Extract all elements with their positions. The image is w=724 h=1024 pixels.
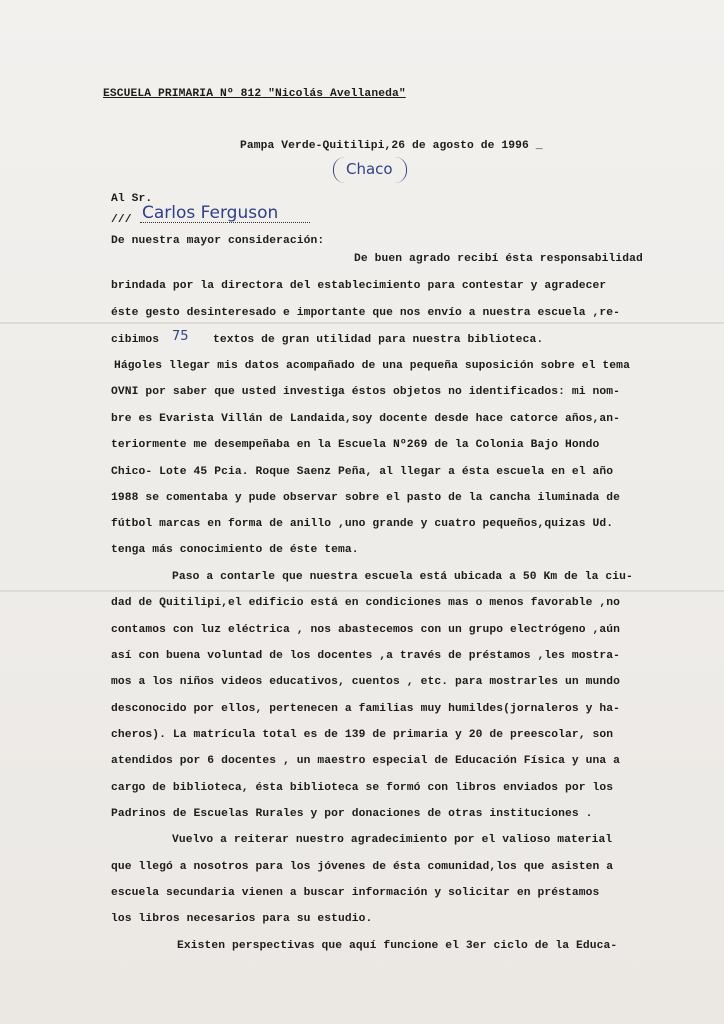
body-line: éste gesto desinteresado e importante que nos envío a nuestra escuela ,re- [111, 307, 621, 319]
body-line: OVNI por saber que usted investiga éstos objetos no identificados: mi nom- [111, 386, 621, 398]
school-name: "Nicolás Avellaneda" [268, 88, 406, 100]
handwritten-count: 75 [172, 329, 189, 344]
body-line-prefix: cibimos [111, 334, 160, 346]
addressee-title: Al Sr. [111, 193, 153, 205]
body-line: Hágoles llegar mis datos acompañado de una pequeña suposición sobre el tema [114, 360, 630, 372]
body-line: dad de Quitilipi,el edificio está en condiciones mas o menos favorable ,no [111, 597, 621, 609]
body-line: contamos con luz eléctrica , nos abastecemos con un grupo electrógeno ,aún [111, 624, 621, 636]
paper-fold [0, 322, 724, 324]
body-line: fútbol marcas en forma de anillo ,uno grande y cuatro pequeños,quizas Ud. [111, 518, 614, 530]
salutation: De nuestra mayor consideración: [111, 235, 325, 247]
body-line: tenga más conocimiento de éste tema. [111, 544, 359, 556]
body-line: De buen agrado recibí ésta responsabilidad [354, 253, 643, 265]
addressee-prefix: /// [111, 214, 132, 226]
body-line: que llegó a nosotros para los jóvenes de ésta comunidad,los que asisten a [111, 861, 614, 873]
body-line: Vuelvo a reiterar nuestro agradecimiento por el valioso material [172, 834, 613, 846]
body-line: teriormente me desempeñaba en la Escuela Nº269 de la Colonia Bajo Hondo [111, 439, 600, 451]
school-number: ESCUELA PRIMARIA Nº 812 [103, 88, 262, 100]
body-line: cheros). La matrícula total es de 139 de primaria y 20 de preescolar, son [111, 729, 614, 741]
body-line: cargo de biblioteca, ésta biblioteca se formó con libros enviados por los [111, 782, 614, 794]
date-line: Pampa Verde-Quitilipi,26 de agosto de 1996 _ [240, 140, 543, 152]
body-line: Padrinos de Escuelas Rurales y por donaciones de otras instituciones . [111, 808, 593, 820]
handwritten-province: Chaco [346, 160, 393, 178]
body-line: desconocido por ellos, pertenecen a familias muy humildes(jornaleros y ha- [111, 703, 621, 715]
body-line: así con buena voluntad de los docentes ,a través de préstamos ,les mostra- [111, 650, 621, 662]
body-line: 1988 se comentaba y pude observar sobre el pasto de la cancha iluminada de [111, 492, 621, 504]
paper-fold [0, 590, 724, 592]
body-line: brindada por la directora del establecimiento para contestar y agradecer [111, 280, 607, 292]
body-line: Chico- Lote 45 Pcia. Roque Saenz Peña, al llegar a ésta escuela en el año [111, 466, 614, 478]
body-line: atendidos por 6 docentes , un maestro especial de Educación Física y una a [111, 755, 621, 767]
body-line: bre es Evarista Villán de Landaida,soy docente desde hace catorce años,an- [111, 413, 621, 425]
body-line: mos a los niños videos educativos, cuentos , etc. para mostrarles un mundo [111, 676, 621, 688]
body-line: textos de gran utilidad para nuestra biblioteca. [213, 334, 544, 346]
body-line: escuela secundaria vienen a buscar información y solicitar en préstamos [111, 887, 600, 899]
handwritten-recipient: Carlos Ferguson [142, 203, 279, 223]
letterhead [103, 88, 406, 100]
body-line: Paso a contarle que nuestra escuela está ubicada a 50 Km de la ciu- [172, 571, 633, 583]
body-line: los libros necesarios para su estudio. [111, 913, 373, 925]
body-line: Existen perspectivas que aquí funcione el 3er ciclo de la Educa- [177, 940, 618, 952]
